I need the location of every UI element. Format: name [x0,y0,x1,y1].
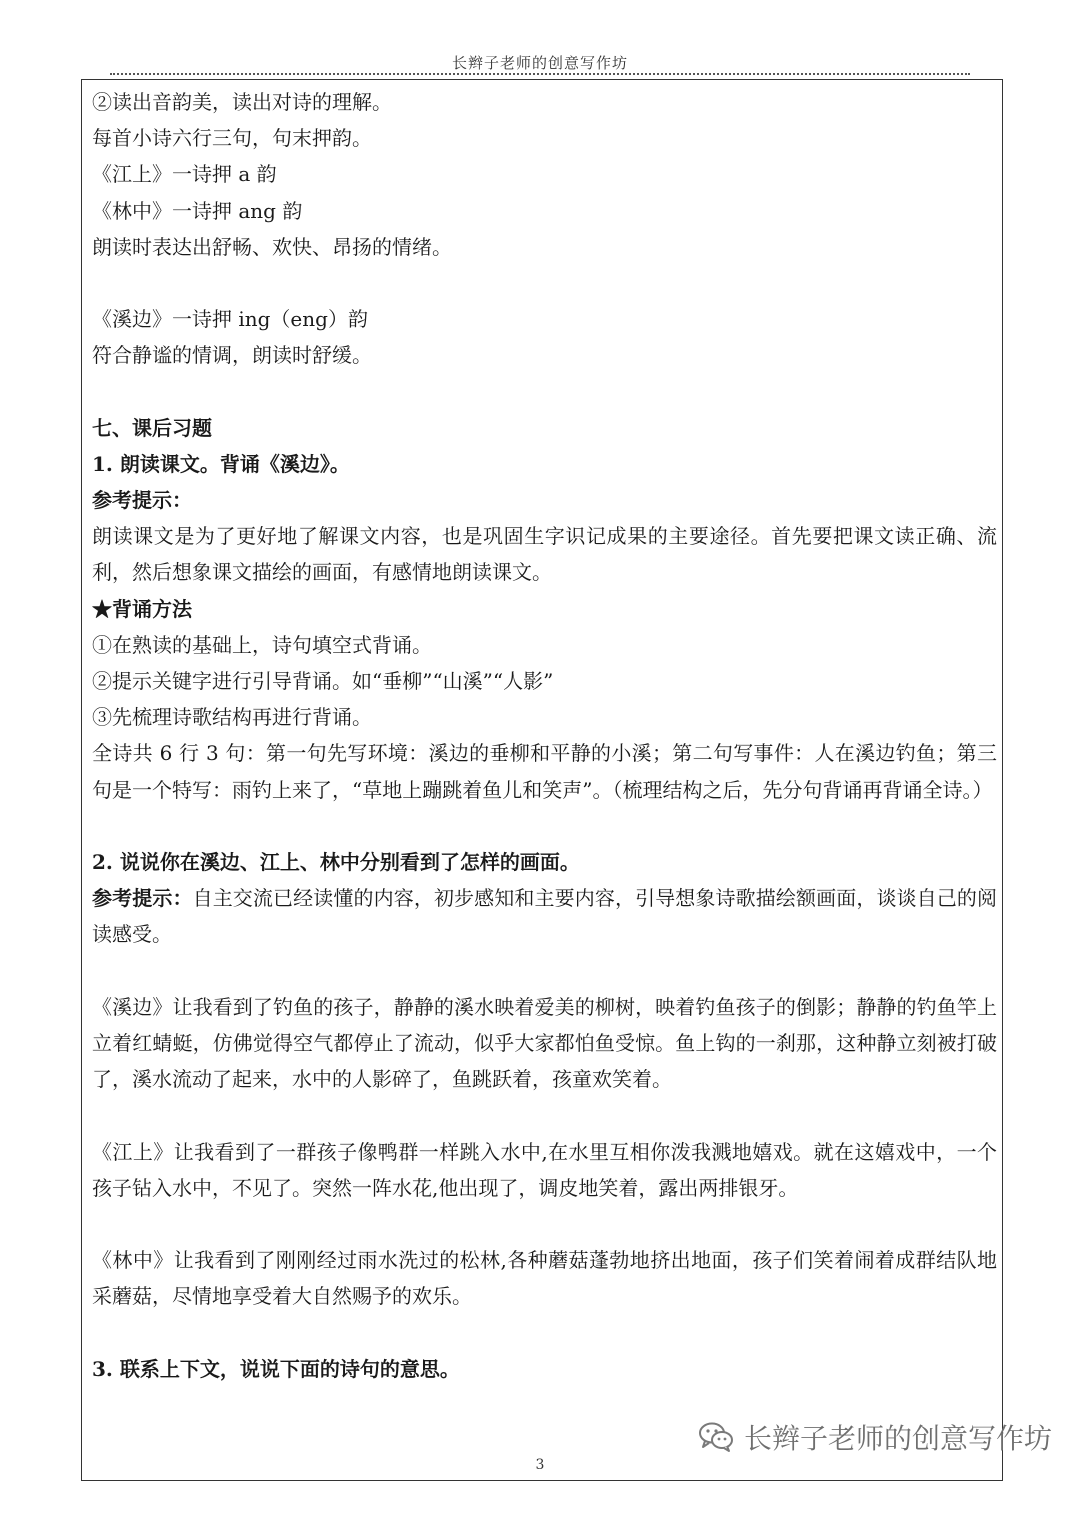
text-line: 《林中》一诗押 ang 韵 [92,198,303,223]
blank-line [92,1097,997,1133]
watermark [698,1417,1052,1457]
hint-label: 参考提示： [92,488,192,513]
blank-line [92,1206,997,1242]
page-header: 长辫子老师的创意写作坊 [451,54,628,72]
text-line: ①在熟读的基础上，诗句填空式背诵。 [92,632,432,657]
text-line: 朗读时表达出舒畅、欢快、昂扬的情绪。 [92,234,452,259]
exercise-question: 2. 说说你在溪边、江上、林中分别看到了怎样的画面。 [92,850,580,874]
paragraph: 《溪边》让我看到了钓鱼的孩子，静静的溪水映着爱美的柳树，映着钓鱼孩子的倒影；静静的钓鱼竿上立着红蜻蜓，仿佛觉得空气都停止了流动，似乎大家都怕鱼受惊。鱼上钩的一刹那，这种静立刻被打破了，溪水流动了起来，水中的人影碎了，鱼跳跃着，孩童欢笑着。 [92,994,997,1092]
paragraph [92,880,997,952]
document-body [92,84,997,1387]
text-line: ②提示关键字进行引导背诵。如“垂柳”“山溪”“人影” [92,669,554,694]
section-heading: 七、课后习题 [92,415,212,440]
text-line: 《溪边》一诗押 ing（eng）韵 [92,307,368,332]
paragraph: 朗读课文是为了更好地了解课文内容，也是巩固生字识记成果的主要途径。首先要把课文读正确、流利，然后想象课文描绘的画面，有感情地朗读课文。 [92,524,997,585]
text-line: ③先梳理诗歌结构再进行背诵。 [92,705,372,730]
exercise-question: 1. 朗读课文。背诵《溪边》。 [92,451,350,476]
blank-line [92,953,997,989]
exercise-question: 3. 联系上下文，说说下面的诗句的意思。 [92,1356,460,1381]
blank-line [92,374,997,410]
text-line: ②读出音韵美，读出对诗的理解。 [92,90,392,114]
text-line: 符合静谧的情调，朗读时舒缓。 [92,343,372,368]
wechat-icon [698,1421,734,1453]
paragraph: 《林中》让我看到了刚刚经过雨水洗过的松林,各种蘑菇蓬勃地挤出地面，孩子们笑着闹着成群结队地采蘑菇，尽情地享受着大自然赐予的欢乐。 [92,1248,997,1309]
header-divider [110,73,970,75]
blank-line [92,265,997,301]
watermark-text: 长辫子老师的创意写作坊 [744,1422,1053,1455]
blank-line [92,808,997,844]
page-number: 3 [535,1457,545,1473]
blank-line [92,1315,997,1351]
hint-label: 参考提示： [92,886,193,911]
hint-text: 自主交流已经读懂的内容，初步感知和主要内容，引导想象诗歌描绘额画面，谈谈自己的阅读感受。 [92,886,998,947]
text-line: 每首小诗六行三句，句末押韵。 [92,126,372,151]
paragraph: 《江上》让我看到了一群孩子像鸭群一样跳入水中,在水里互相你泼我溅地嬉戏。就在这嬉戏中，一个孩子钻入水中，不见了。突然一阵水花,他出现了，调皮地笑着，露出两排银牙。 [92,1139,997,1200]
method-heading: ★背诵方法 [92,596,192,621]
text-line: 《江上》一诗押 a 韵 [92,162,277,187]
paragraph: 全诗共 6 行 3 句：第一句先写环境：溪边的垂柳和平静的小溪；第二句写事件：人在溪边钓鱼；第三句是一个特写：雨钓上来了，“草地上蹦跳着鱼儿和笑声”。（梳理结构之后，先分句背诵再背诵全诗。） [92,741,997,802]
